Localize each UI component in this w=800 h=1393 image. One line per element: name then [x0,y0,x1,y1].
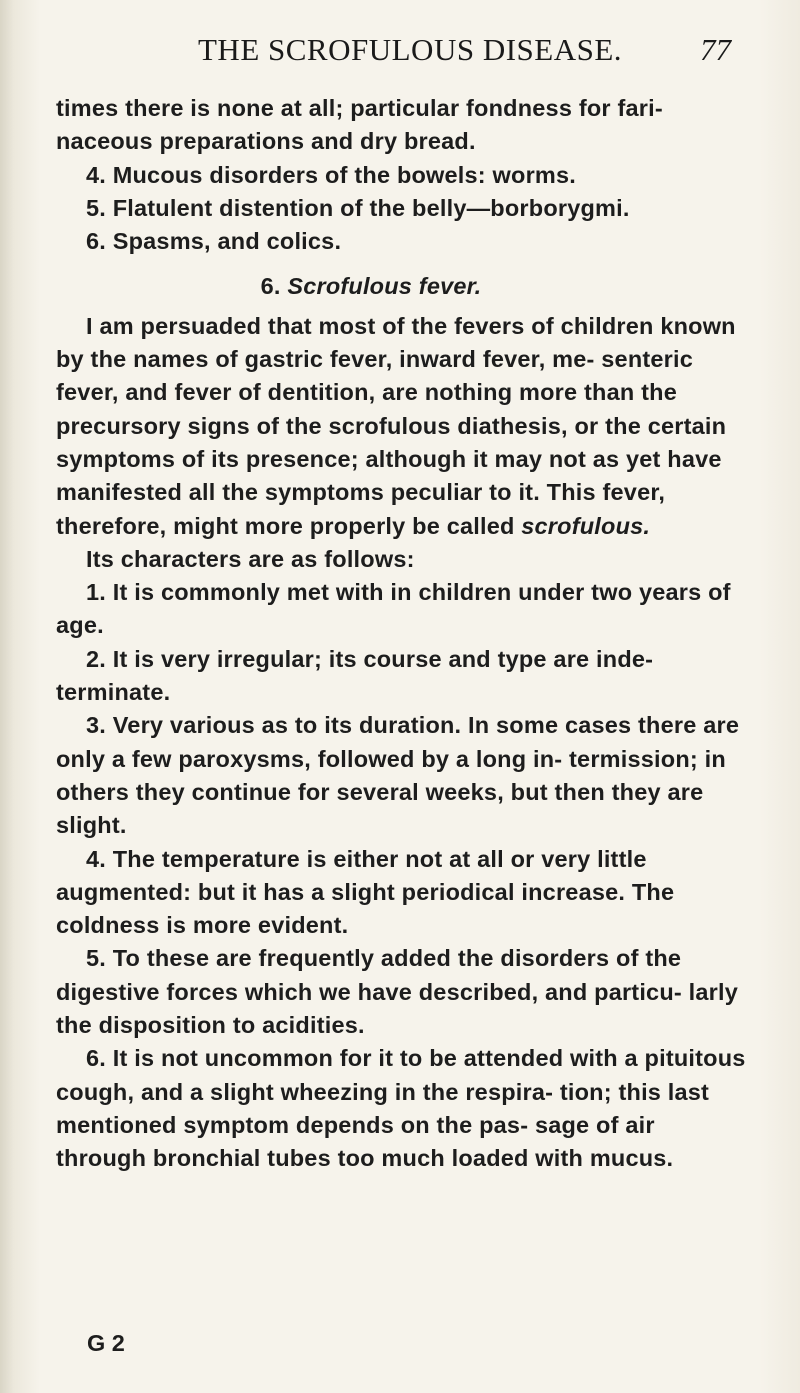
page-number: 77 [700,32,731,67]
paragraph-italic-word: scrofulous. [521,512,651,539]
list-item: 4. Mucous disorders of the bowels: worms. [86,161,577,188]
list-item: 4. The temperature is either not at all or very little augmented: but it has a slight periodical increase. The coldness is more evident. [56,845,675,939]
list-item: 5. To these are frequently added the disorders of the digestive forces which we have described, and particu- larly the disposition to acidities. [56,945,738,1039]
list-item: 6. Spasms, and colics. [86,228,342,255]
text-line: naceous preparations and dry bread. [56,128,476,155]
list-item: 6. It is not uncommon for it to be attended with a pituitous cough, and a slight wheezing in the respira- tion; this last mentioned symptom depends on the pas- sage of air through bronchial tubes too much loaded with mucus. [56,1045,746,1172]
paragraph: Its characters are as follows: [86,545,415,572]
list-item: 5. Flatulent distention of the belly—borborygmi. [86,194,630,221]
signature-mark: G 2 [87,1330,125,1356]
body-text [56,92,746,1176]
section-heading-title: Scrofulous fever. [287,273,482,300]
section-heading-number: 6. [260,273,288,300]
paragraph [56,310,746,543]
list-item: 3. Very various as to its duration. In some cases there are only a few paroxysms, followed by a long in- termission; in others they continue for several weeks, but then they are slight. [56,712,740,839]
list-item: 1. It is commonly met with in children under two years of age. [56,579,731,639]
text-line: times there is none at all; particular fondness for fari- [56,95,663,121]
list-item: 2. It is very irregular; its course and type are inde- terminate. [56,645,654,706]
running-head-title: THE SCROFULOUS DISEASE. [198,32,623,67]
running-head [0,32,800,76]
paragraph-text: I am persuaded that most of the fevers of children known by the names of gastric fever, inward fever, me- senteric fever, and fever of dentition, are nothing more than the precursory signs of the scrofulous diathesis, or the certain symptoms of its presence; although it may not as yet have manifested all the symptoms peculiar to it. This fever, therefore, might more properly be called [56,312,736,539]
section-heading [56,270,746,303]
